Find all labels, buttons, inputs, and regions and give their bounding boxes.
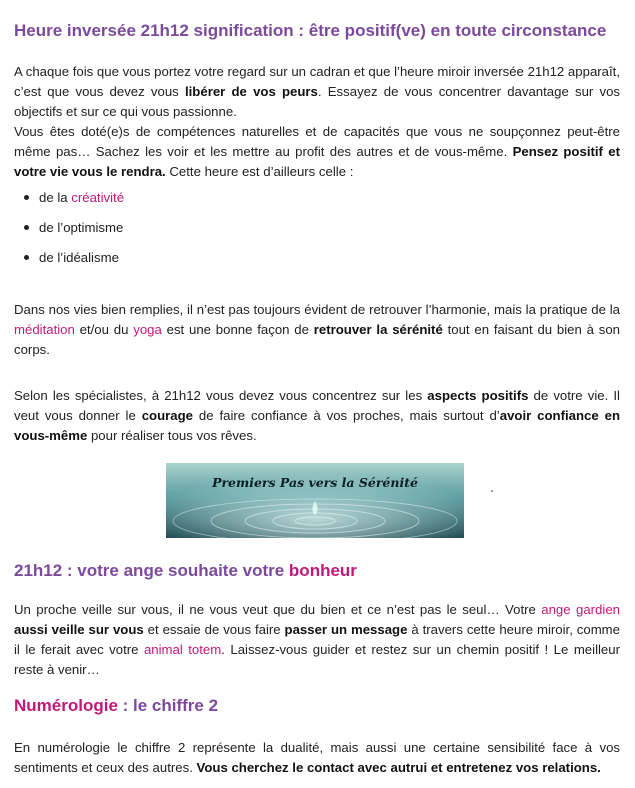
text: Un proche veille sur vous, il ne vous veut que du bien et ce n’est pas le seul… Votre	[14, 602, 542, 617]
decorative-dot	[491, 490, 493, 492]
creativite-link[interactable]: créativité	[71, 190, 125, 205]
text: Vous êtes doté(e)s de compétences naturelles et de capacités que vous ne soupçonnez peut-être même pas… Sachez les voir et les mettre au profit des autres et de vous-même.	[14, 124, 620, 159]
paragraph-harmonie	[14, 300, 620, 360]
list-item	[39, 188, 620, 218]
list-item-prefix: de la	[39, 190, 72, 205]
trait-list	[14, 188, 620, 278]
bold-text: passer un message	[284, 622, 408, 637]
text: à travers cette heure miroir, comme il le ferait avec votre	[14, 622, 621, 657]
text: En numérologie le chiffre 2 représente la dualité, mais aussi une certaine sensibilité face à vos sentiments et ceux des autres.	[14, 740, 620, 775]
list-item: de l’optimisme	[39, 218, 620, 248]
serenite-banner-image[interactable]	[166, 463, 464, 538]
text: A chaque fois que vous portez votre regard sur un cadran et que l’heure miroir inversée 21h12 apparaît, c’est que vous devez vous	[14, 64, 620, 99]
ange-gardien-link[interactable]: ange gardien	[541, 602, 620, 617]
text: de faire confiance à vos proches, mais surtout d’	[193, 408, 500, 423]
text: et essaie de vous faire	[143, 622, 285, 637]
bonheur-link[interactable]: bonheur	[288, 561, 357, 580]
paragraph-specialistes	[14, 386, 620, 446]
heading-text: : le chiffre 2	[117, 696, 219, 715]
text: Selon les spécialistes, à 21h12 vous devez vous concentrez sur les	[14, 388, 428, 403]
section-heading-numerologie	[14, 695, 218, 717]
text: et/ou du	[74, 322, 134, 337]
bold-text: aspects positifs	[427, 388, 529, 403]
section-heading-ange	[14, 560, 357, 582]
text: Cette heure est d’ailleurs celle :	[165, 164, 354, 179]
paragraph-intro	[14, 62, 620, 182]
text: tout en faisant du bien à son corps.	[14, 322, 620, 357]
bold-text: avoir confiance en vous-même	[14, 408, 620, 443]
bold-text: libérer de vos peurs	[184, 84, 318, 99]
bold-text: retrouver la sérénité	[313, 322, 443, 337]
section-heading-21h12: Heure inversée 21h12 signification : être positif(ve) en toute circonstance	[14, 21, 607, 40]
numerologie-link[interactable]: Numérologie	[14, 696, 118, 715]
bold-text: Pensez positif et votre vie vous le rendra.	[14, 144, 620, 179]
bold-text: aussi veille sur vous	[14, 622, 144, 637]
banner-caption: Premiers Pas vers la Sérénité	[212, 475, 418, 490]
text: . Essayez de vous concentrer davantage sur vos objectifs et sur ce qui vous passionne.	[14, 84, 621, 119]
text: est une bonne façon de	[161, 322, 314, 337]
yoga-link[interactable]: yoga	[133, 322, 162, 337]
meditation-link[interactable]: méditation	[14, 322, 75, 337]
text: . Laissez-vous guider et restez sur un chemin positif ! Le meilleur reste à venir…	[14, 642, 620, 677]
animal-totem-link[interactable]: animal totem	[143, 642, 222, 657]
text: pour réaliser tous vos rêves.	[87, 428, 257, 443]
paragraph-ange	[14, 600, 620, 680]
bold-text: Vous cherchez le contact avec autrui et entretenez vos relations.	[196, 760, 601, 775]
text: de votre vie. Il veut vous donner le	[14, 388, 620, 423]
water-ripple-illustration	[166, 463, 464, 538]
text: Dans nos vies bien remplies, il n’est pas toujours évident de retrouver l’harmonie, mais la pratique de la	[14, 302, 620, 317]
heading-text: 21h12 : votre ange souhaite votre	[14, 561, 289, 580]
bold-text: courage	[141, 408, 194, 423]
paragraph-numerologie	[14, 738, 620, 778]
list-item: de l’idéalisme	[39, 248, 620, 278]
